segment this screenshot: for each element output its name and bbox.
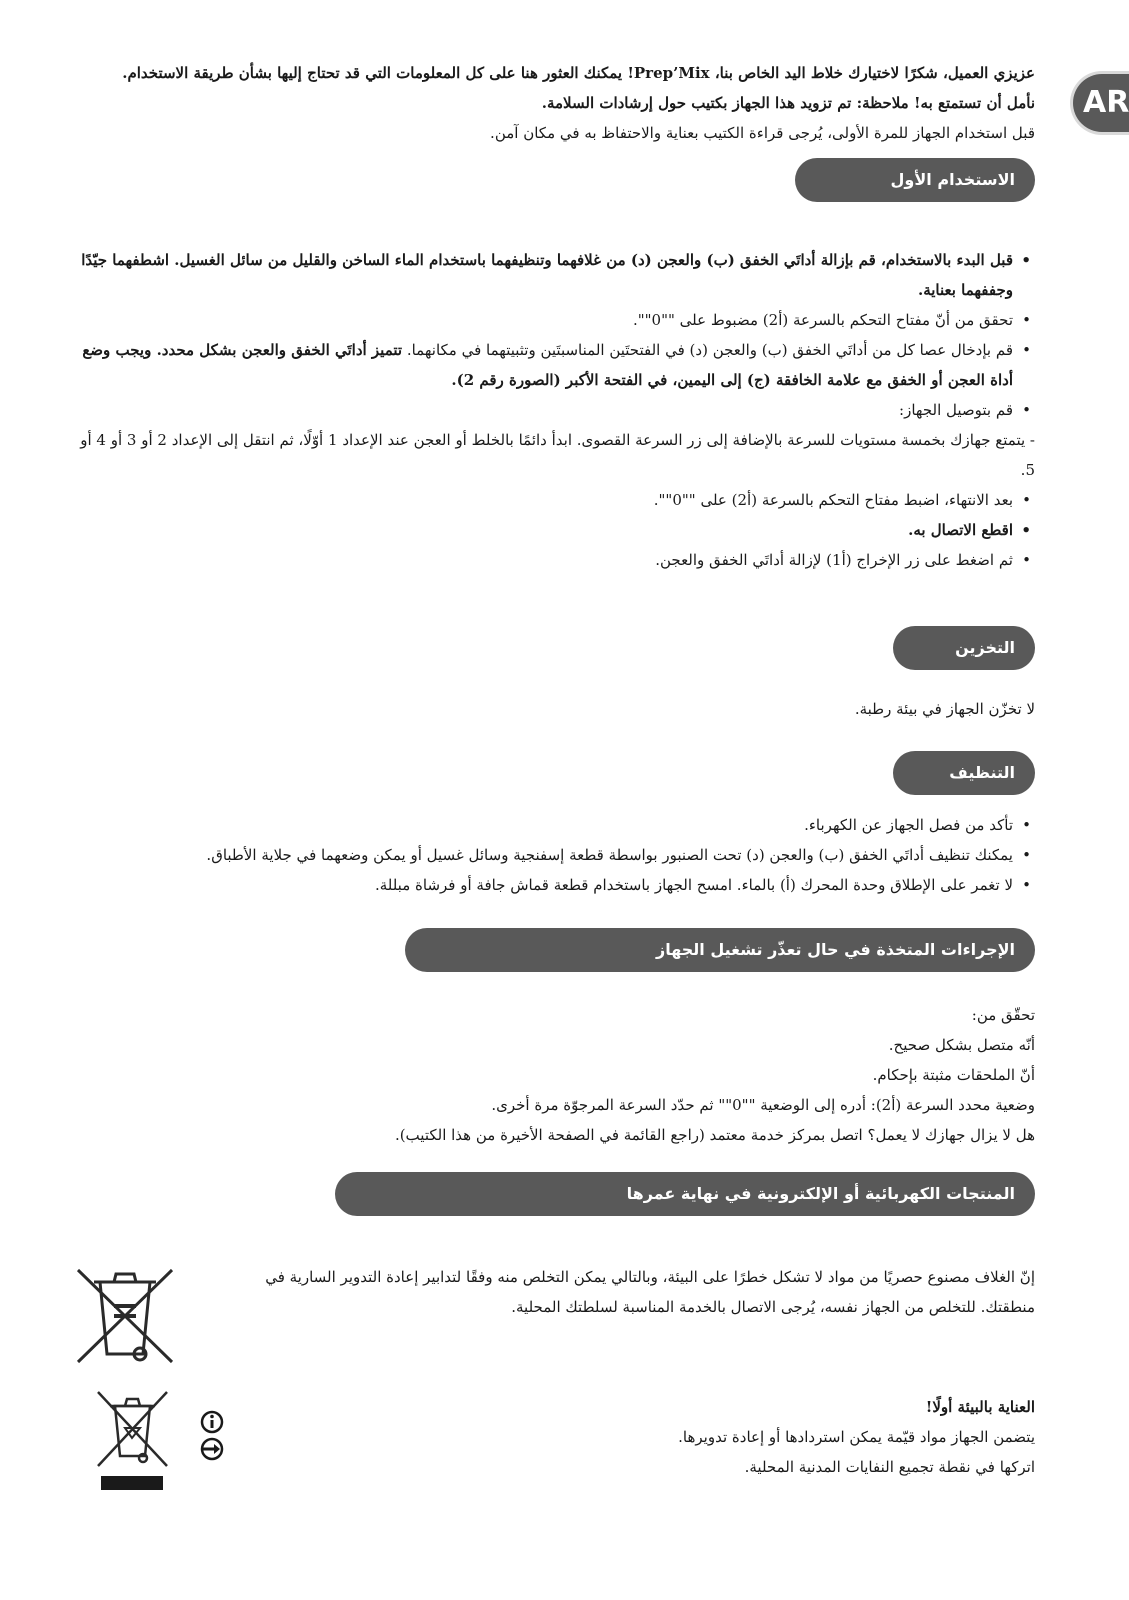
troubleshooting-line: أنّ الملحقات مثبتة بإحكام. — [872, 1066, 1035, 1084]
speed-note: - يتمتع جهازك بخمسة مستويات للسرعة بالإضافة إلى زر السرعة القصوى. ابدأ دائمًا بالخلط أو العجن عند الإعداد 1 أوّلًا، ثم انتقل إلى الإعداد 2 أو 3 أو 4 أو 5. — [80, 431, 1035, 479]
list-item: • قبل البدء بالاستخدام، قم بإزالة أداتَي الخفق (ب) والعجن (د) من غلافهما وتنظيفهما باستخدام الماء الساخن والقليل من سائل الغسيل. اشطفهما جيّدًا وجففهما بعناية. — [80, 245, 1013, 305]
list-item — [80, 335, 1013, 395]
intro — [80, 58, 1035, 148]
section-title-cleaning: التنظيف — [893, 751, 1035, 795]
list-item: • ثم اضغط على زر الإخراج (أ1) لإزالة أداتَي الخفق والعجن. — [80, 545, 1013, 575]
list-item: • تحقق من أنّ مفتاح التحكم بالسرعة (أ2) مضبوط على ""0"". — [80, 305, 1013, 335]
list-item-emphasis: تتميز أداتَي الخفق والعجن بشكل محدد. ويجب وضع أداة العجن أو الخفق مع علامة الخافقة (ج) إلى اليمين، في الفتحة الأكبر (الصورة رقم 2). — [82, 341, 1013, 389]
weee-bin-icon — [95, 1388, 170, 1493]
section-title-first-use: الاستخدام الأول — [795, 158, 1035, 202]
section-title-troubleshooting: الإجراءات المتخذة في حال تعذّر تشغيل الجهاز — [405, 928, 1035, 972]
list-item: • تأكد من فصل الجهاز عن الكهرباء. — [80, 810, 1013, 840]
language-tab: AR — [1073, 74, 1129, 132]
cleaning-content — [80, 810, 1035, 900]
list-item: • قم بتوصيل الجهاز: — [80, 395, 1013, 425]
section-title-end-of-life: المنتجات الكهربائية أو الإلكترونية في نهاية عمرها — [335, 1172, 1035, 1216]
list-item: • يمكنك تنظيف أداتَي الخفق (ب) والعجن (د) تحت الصنبور بواسطة قطعة إسفنجية وسائل غسيل أو يمكن وضعهما في جلاية الأطباق. — [80, 840, 1013, 870]
intro-line-3: قبل استخدام الجهاز للمرة الأولى، يُرجى قراءة الكتيب بعناية والاحتفاظ به في مكان آمن. — [490, 124, 1035, 142]
info-icon — [200, 1410, 224, 1462]
end-of-life-text: إنّ الغلاف مصنوع حصريًا من مواد لا تشكل خطرًا على البيئة، وبالتالي يمكن التخلص منه وفقًا لتدابير إعادة التدوير السارية في منطقتك. للتخلص من الجهاز نفسه، يُرجى الاتصال بالخدمة المناسبة لسلطتك المحلية. — [265, 1268, 1035, 1316]
list-item: • لا تغمر على الإطلاق وحدة المحرك (أ) بالماء. امسح الجهاز باستخدام قطعة قماش جافة أو فرشاة مبللة. — [80, 870, 1013, 900]
environment-content — [240, 1392, 1035, 1482]
section-title-storage: التخزين — [893, 626, 1035, 670]
troubleshooting-content — [80, 1000, 1035, 1150]
list-item-text: قم بإدخال عصا كل من أداتَي الخفق (ب) والعجن (د) في الفتحتَين المناسبتَين وتثبيتهما في مكانهما. — [402, 341, 1013, 359]
troubleshooting-line: وضعية محدد السرعة (أ2): أدره إلى الوضعية ""0"" ثم حدّد السرعة المرجوّة مرة أخرى. — [491, 1096, 1035, 1114]
storage-content — [80, 694, 1035, 724]
troubleshooting-line: تحقّق من: — [971, 1006, 1035, 1024]
intro-line-2: نأمل أن تستمتع به! ملاحظة: تم تزويد هذا الجهاز بكتيب حول إرشادات السلامة. — [541, 94, 1035, 112]
crossed-bin-icon — [70, 1262, 180, 1367]
list-item: • بعد الانتهاء، اضبط مفتاح التحكم بالسرعة (أ2) على ""0"". — [80, 485, 1013, 515]
storage-text: لا تخزّن الجهاز في بيئة رطبة. — [854, 700, 1035, 718]
environment-line: اتركها في نقطة تجميع النفايات المدنية المحلية. — [744, 1458, 1035, 1476]
first-use-content — [80, 245, 1035, 575]
environment-line: يتضمن الجهاز مواد قيّمة يمكن استردادها أو إعادة تدويرها. — [678, 1428, 1035, 1446]
troubleshooting-line: أنّه متصل بشكل صحيح. — [888, 1036, 1035, 1054]
list-item: • اقطع الاتصال به. — [80, 515, 1013, 545]
troubleshooting-line: هل لا يزال جهازك لا يعمل؟ اتصل بمركز خدمة معتمد (راجع القائمة في الصفحة الأخيرة من هذا الكتيب). — [394, 1126, 1035, 1144]
environment-title: العناية بالبيئة أولًا! — [925, 1398, 1035, 1416]
intro-line-1: عزيزي العميل، شكرًا لاختيارك خلاط اليد الخاص بنا، Prep’Mix! يمكنك العثور هنا على كل المعلومات التي قد تحتاج إليها بشأن طريقة الاستخدام. — [122, 64, 1035, 82]
end-of-life-content — [240, 1262, 1035, 1322]
